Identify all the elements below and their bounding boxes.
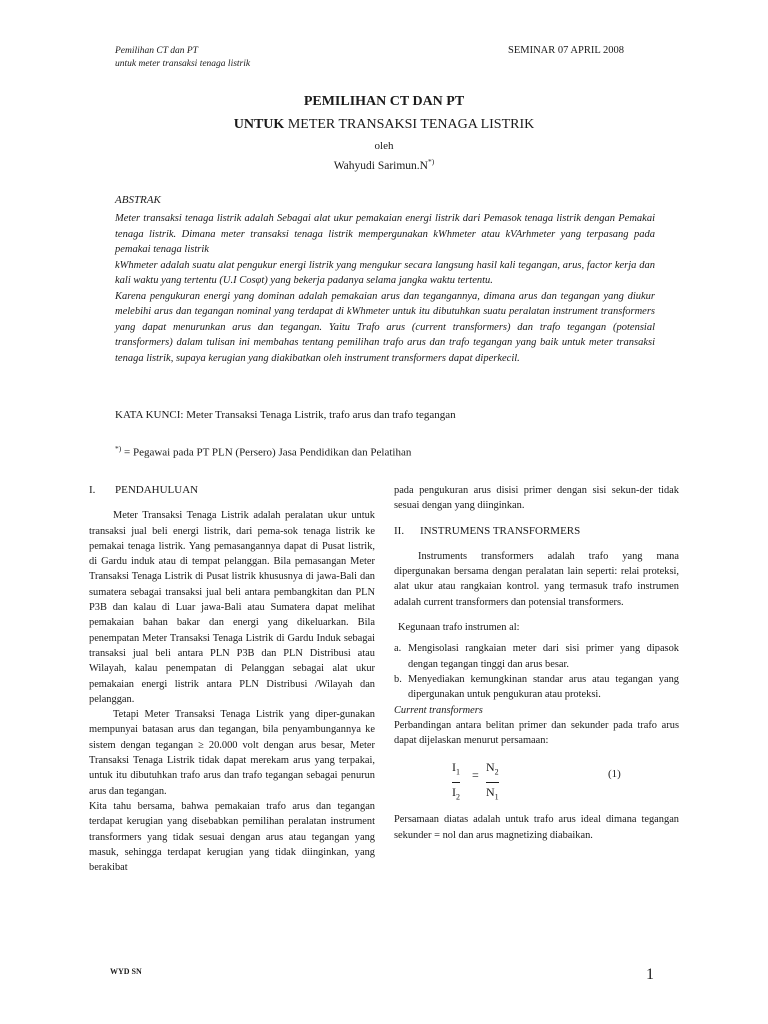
eq-subscript: 2 <box>456 792 460 802</box>
right-column <box>394 483 679 843</box>
author-name <box>0 157 768 172</box>
section-heading-instrumens <box>394 524 679 539</box>
abstract-paragraph-3: Karena pengukuran energi yang dominan adalah pemakaian arus dan tegangannya, dimana arus dan tegangan yang diukur melebihi arus dan tegangan nominal yang terdapat di kWhmeter untuk itu dibutuhkan suatu peralatan instrument transformers yang dapat menurunkan arus dan tegangan. Yaitu Trafo arus (current transformers) dan trafo tegangan (potensial transformers) dalam tulisan ini membahas tentang pemilihan trafo arus dan trafo tegangan yang baik untuk meter transaksi tenaga listrik, supaya kerugian yang diakibatkan oleh instrument transformers dapat diperkecil. <box>115 290 655 364</box>
byline-oleh: oleh <box>374 140 394 152</box>
list-marker: a. <box>394 643 402 655</box>
equation-number: (1) <box>608 768 621 781</box>
footer-initials: WYD SN <box>110 967 142 976</box>
instrument-paragraph: Instruments transformers adalah trafo yang mana dipergunakan bersama dengan peralatan lain seperti: relai proteksi, alat ukur atau rangkaian kontrol. yang termasuk trafo instrumen adalah current transformers dan potensial transformers. <box>394 550 679 608</box>
paper-title-line2 <box>0 117 768 133</box>
list-text: Menyediakan kemungkinan standar arus atau tegangan yang dipergunakan untuk pengukuran atau proteksi. <box>408 673 679 701</box>
eq-subscript: 2 <box>494 767 499 777</box>
list-text: Mengisolasi rangkaian meter dari sisi primer yang dipasok dengan tegangan tinggi dan arus besar. <box>408 643 679 670</box>
eq-symbol: N <box>486 760 495 775</box>
subsection-heading-current-transformers: Current transformers <box>394 704 483 716</box>
running-header-left <box>115 45 250 71</box>
title-bold-word: UNTUK <box>233 117 285 132</box>
equation-1 <box>394 754 679 802</box>
section-heading-pendahuluan <box>89 483 375 498</box>
intro-paragraph-3: Kita tahu bersama, bahwa pemakaian trafo arus dan tegangan terdapat kerugian yang disebabkan pemilihan peralatan instrument transformers yang tidak sesuai dengan arus atau tegangan yang masuk, sehingga terdapat kerugian yang tidak diinginkan, yang berakibat <box>89 800 375 874</box>
left-column <box>89 483 375 875</box>
footnote-text: = Pegawai pada PT PLN (Persero) Jasa Pendidikan dan Pelatihan <box>121 446 412 459</box>
abstract-heading: ABSTRAK <box>115 194 161 206</box>
intro-paragraph-1: Meter Transaksi Tenaga Listrik adalah peralatan ukur untuk transaksi jual beli energi listrik, dari pema-sok tenaga listrik ke pemakai tenaga listrik. Yang pemasangannya dapat di Pusat listrik, di Gardu induk atau di tempat pelanggan. Bila pemasangan Meter Transaksi Tenaga Listrik di Pusat listrik khususnya di jawa-Bali dan sumatera sebagai transaksi jual beli antara pembangkitan dan PLN P3B dan kalau di Luar jawa-Bali atau Sumatera dapat melihat pemakaian bahan bakar dan energi yang dikeluarkan. Bila penempatan Meter Transaksi Tenaga Listrik di Gardu Induk sebagai transaksi jual beli antara PLN P3B dan PLN Distribusi atau Wilayah, kalau penempatan di Pelanggan sebagai alat ukur pemakaian energi listrik antara PLN Distribusi /Wilayah dan pelanggan. <box>89 510 375 705</box>
equation-right-fraction <box>486 758 499 806</box>
header-left-line2: untuk meter transaksi tenaga listrik <box>115 59 251 69</box>
keywords: KATA KUNCI: Meter Transaksi Tenaga Listrik, trafo arus dan trafo tegangan <box>115 409 456 421</box>
list-item-b <box>394 672 679 703</box>
abstract-paragraph-2: kWhmeter adalah suatu alat pengukur energi listrik yang mengukur secara langsung hasil kali tegangan, arus, factor kerja dan kali waktu yang tertentu (U.I Cosφt) yang bekerja padanya selama jangka waktu tertentu. <box>115 259 655 286</box>
header-left-line1: Pemilihan CT dan PT <box>115 46 198 56</box>
eq-symbol: I <box>452 760 456 775</box>
equals-sign: = <box>472 768 479 783</box>
equation-left-fraction <box>452 758 460 806</box>
kegunaan-label: Kegunaan trafo instrumen al: <box>398 622 520 634</box>
eq-subscript: 1 <box>456 767 460 777</box>
intro-paragraph-2: Tetapi Meter Transaksi Tenaga Listrik yang diper-gunakan mempunyai batasan arus dan tegangan, bila penyambungannya ke sistem dengan tegangan ≥ 20.000 volt dengan arus besar, Meter Transaksi Tenaga Listrik tidak dapat merekam arus yang terpakai, untuk itu dibutuhkan trafo arus dan trafo tegangan sebagai penurun arus dan tegangan. <box>89 709 375 797</box>
section-number: II. <box>394 524 405 537</box>
continued-paragraph: pada pengukuran arus disisi primer dengan sisi sekun-der tidak sesuai dengan yang diinginkan. <box>394 485 679 512</box>
footnote-mark: *) <box>115 444 122 453</box>
section-title: INSTRUMENS TRANSFORMERS <box>420 524 581 537</box>
title-rest: METER TRANSAKSI TENAGA LISTRIK <box>284 117 535 132</box>
eq-subscript: 1 <box>494 792 499 802</box>
list-marker: b. <box>394 673 402 685</box>
ratio-paragraph: Perbandingan antara belitan primer dan sekunder pada trafo arus dapat dijelaskan menurut persamaan: <box>394 719 679 747</box>
eq-symbol: I <box>452 784 456 799</box>
section-title: PENDAHULUAN <box>115 484 199 496</box>
author-footnote <box>115 444 411 459</box>
ideal-ct-paragraph: Persamaan diatas adalah untuk trafo arus ideal dimana tegangan sekunder = nol dan arus magnetizing diabaikan. <box>394 814 679 841</box>
paper-title-line1: PEMILIHAN CT DAN PT <box>303 94 465 109</box>
abstract-body <box>115 211 655 366</box>
page-number: 1 <box>646 966 654 983</box>
running-header-right: SEMINAR 07 APRIL 2008 <box>508 45 624 56</box>
eq-symbol: N <box>486 784 495 799</box>
section-number: I. <box>89 484 96 496</box>
abstract-paragraph-1: Meter transaksi tenaga listrik adalah Sebagai alat ukur pemakaian energi listrik dari Pemasok tenaga listrik dengan Pemakai tenaga listrik. Dimana meter transaksi tenaga listrik mempergunakan kWhmeter atau kVArhmeter yang terpasang pada pemakai tenaga listrik <box>115 213 655 255</box>
author-text: Wahyudi Sarimun.N <box>333 159 428 172</box>
list-item-a <box>394 641 679 672</box>
author-footnote-mark: *) <box>428 157 435 166</box>
